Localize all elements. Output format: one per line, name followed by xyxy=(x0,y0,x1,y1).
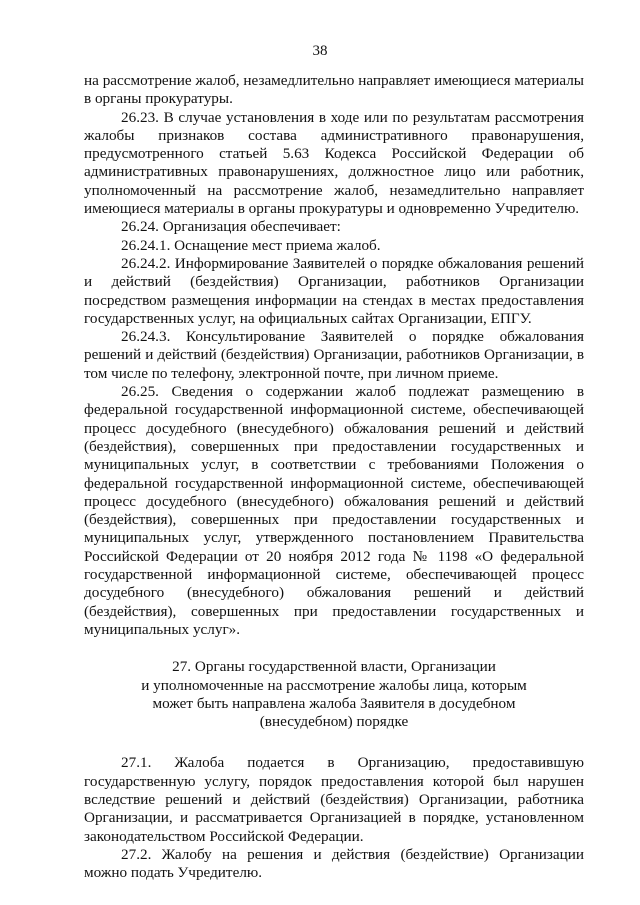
document-body xyxy=(84,72,584,882)
paragraph-continuation: на рассмотрение жалоб, незамедлительно направляет имеющиеся материалы в органы прокуратуры. xyxy=(84,72,584,108)
paragraph-27-1: 27.1. Жалоба подается в Организацию, предоставившую государственную услугу, порядок предоставления которой был нарушен вследствие решений и действий (бездействия) Организации, работника Организации, и рассматривается Организацией в порядке, установленном законодательством Российской Федерации. xyxy=(84,754,584,845)
section-heading-line: (внесудебном) порядке xyxy=(259,713,409,731)
page-number: 38 xyxy=(312,43,328,59)
section-heading-line: и уполномоченные на рассмотрение жалобы лица, которым xyxy=(141,676,527,694)
paragraph-26-24: 26.24. Организация обеспечивает: xyxy=(121,218,341,236)
paragraph-26-25: 26.25. Сведения о содержании жалоб подлежат размещению в федеральной государственной информационной системе, обеспечивающей процесс досудебного (внесудебного) обжалования решений и действий (бездействия), совершенных при предоставлении государственных и муниципальных услуг, в соответствии с требованиями Положения о федеральной государственной информационной системе, обеспечивающей процесс досудебного (внесудебного) обжалования решений и действий (бездействия), совершенных при предоставлении государственных и муниципальных услуг, утвержденного постановлением Правительства Российской Федерации от 20 ноября 2012 года № 1198 «О федеральной государственной информационной системе, обеспечивающей процесс досудебного (внесудебного) обжалования решений и действий (бездействия), совершенных при предоставлении государственных и муниципальных услуг». xyxy=(84,383,584,638)
section-heading-line: может быть направлена жалоба Заявителя в досудебном xyxy=(152,694,516,712)
paragraph-26-24-3: 26.24.3. Консультирование Заявителей о порядке обжалования решений и действий (бездействия) Организации, работников Организации, в том числе по телефону, электронной почте, при личном приеме. xyxy=(84,328,584,382)
paragraph-26-23: 26.23. В случае установления в ходе или по результатам рассмотрения жалобы признаков состава административного правонарушения, предусмотренного статьей 5.63 Кодекса Российской Федерации об административных правонарушениях, должностное лицо или работник, уполномоченный на рассмотрение жалоб, незамедлительно направляет имеющиеся материалы в органы прокуратуры и одновременно Учредителю. xyxy=(84,108,584,218)
paragraph-26-24-2: 26.24.2. Информирование Заявителей о порядке обжалования решений и действий (бездействия) Организации, работников Организации посредством размещения информации на стендах в местах предоставления государственных услуг, на официальных сайтах Организации, ЕПГУ. xyxy=(84,254,584,327)
paragraph-27-2: 27.2. Жалобу на решения и действия (бездействие) Организации можно подать Учредителю. xyxy=(84,845,584,882)
section-heading-27 xyxy=(84,658,584,731)
paragraph-26-24-1: 26.24.1. Оснащение мест приема жалоб. xyxy=(121,236,381,254)
section-heading-line: 27. Органы государственной власти, Организации xyxy=(172,658,496,676)
